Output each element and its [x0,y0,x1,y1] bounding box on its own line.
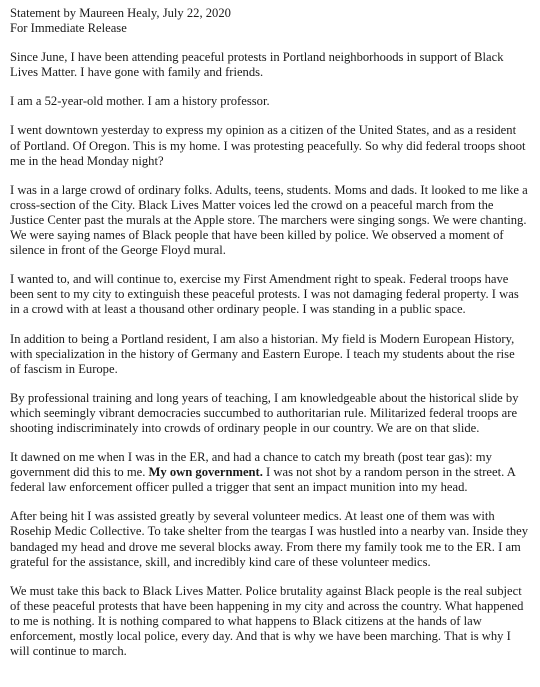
release-line: For Immediate Release [10,21,127,36]
paragraph-historian: In addition to being a Portland resident, I am also a historian. My field is Modern European History, with specialization in the history of Germany and Eastern Europe. I teach my students about the rise of fascism in Europe. [10,331,515,376]
paragraph-medics: After being hit I was assisted greatly by several volunteer medics. At least one of them was with Rosehip Medic Collective. To take shelter from the teargas I was hustled into a nearby van. Inside they bandaged my head and drove me several blocks away. From there my family took me to the ER. I am grateful for the assistance, skill, and incredibly kind care of these volunteer medics. [10,509,529,569]
paragraph-downtown: I went downtown yesterday to express my opinion as a citizen of the United States, and as a resident of Portland. Of Oregon. This is my home. I was protesting peacefully. So why did federal troops shoot me in the head Monday night? [10,123,526,168]
paragraph-first-amendment: I wanted to, and will continue to, exercise my First Amendment right to speak. Federal troops have been sent to my city to extinguish these peaceful protests. I was not damaging federal property. I was in a crowd with at least a thousand other ordinary people. I was standing in a public space. [10,272,519,317]
statement-title: Statement by Maureen Healy, July 22, 2020 [10,6,231,20]
paragraph-er [10,450,528,495]
paragraph-crowd: I was in a large crowd of ordinary folks. Adults, teens, students. Moms and dads. It looked to me like a cross-section of the City. Black Lives Matter voices led the crowd on a peaceful march from the Justice Center past the murals at the Apple store. The marchers were singing songs. We were chanting. We were saying names of Black people that have been killed by police. We observed a moment of silence in front of the George Floyd mural. [10,182,528,258]
paragraph-protests: Since June, I have been attending peaceful protests in Portland neighborhoods in support of Black Lives Matter. I have gone with family and friends. [10,50,504,80]
paragraph-black-lives-matter: We must take this back to Black Lives Matter. Police brutality against Black people is the real subject of these peaceful protests that have been happening in my city and across the country. What happened to me is nothing. It is nothing compared to what happens to Black citizens at the hands of law enforcement, mostly local police, every day. And that is why we have been marching. That is why I will continue to march. [10,583,524,659]
er-text-before: It dawned on me when I was in the ER, and had a chance to catch my breath (post tear gas): my government did this to me. [10,450,492,480]
paragraph-democracy-slide: By professional training and long years of teaching, I am knowledgeable about the historical slide by which seemingly vibrant democracies succumbed to authoritarian rule. Militarized federal troops are shooting indiscriminately into crowds of ordinary people in our country. We are on that slide. [10,390,519,435]
er-bold-phrase: My own government. [148,465,263,480]
er-text-after: I was not shot by a random person in the street. A federal law enforcement officer pulled a trigger that sent an impact munition into my head. [10,465,516,495]
paragraph-identity: I am a 52-year-old mother. I am a history professor. [10,94,270,109]
